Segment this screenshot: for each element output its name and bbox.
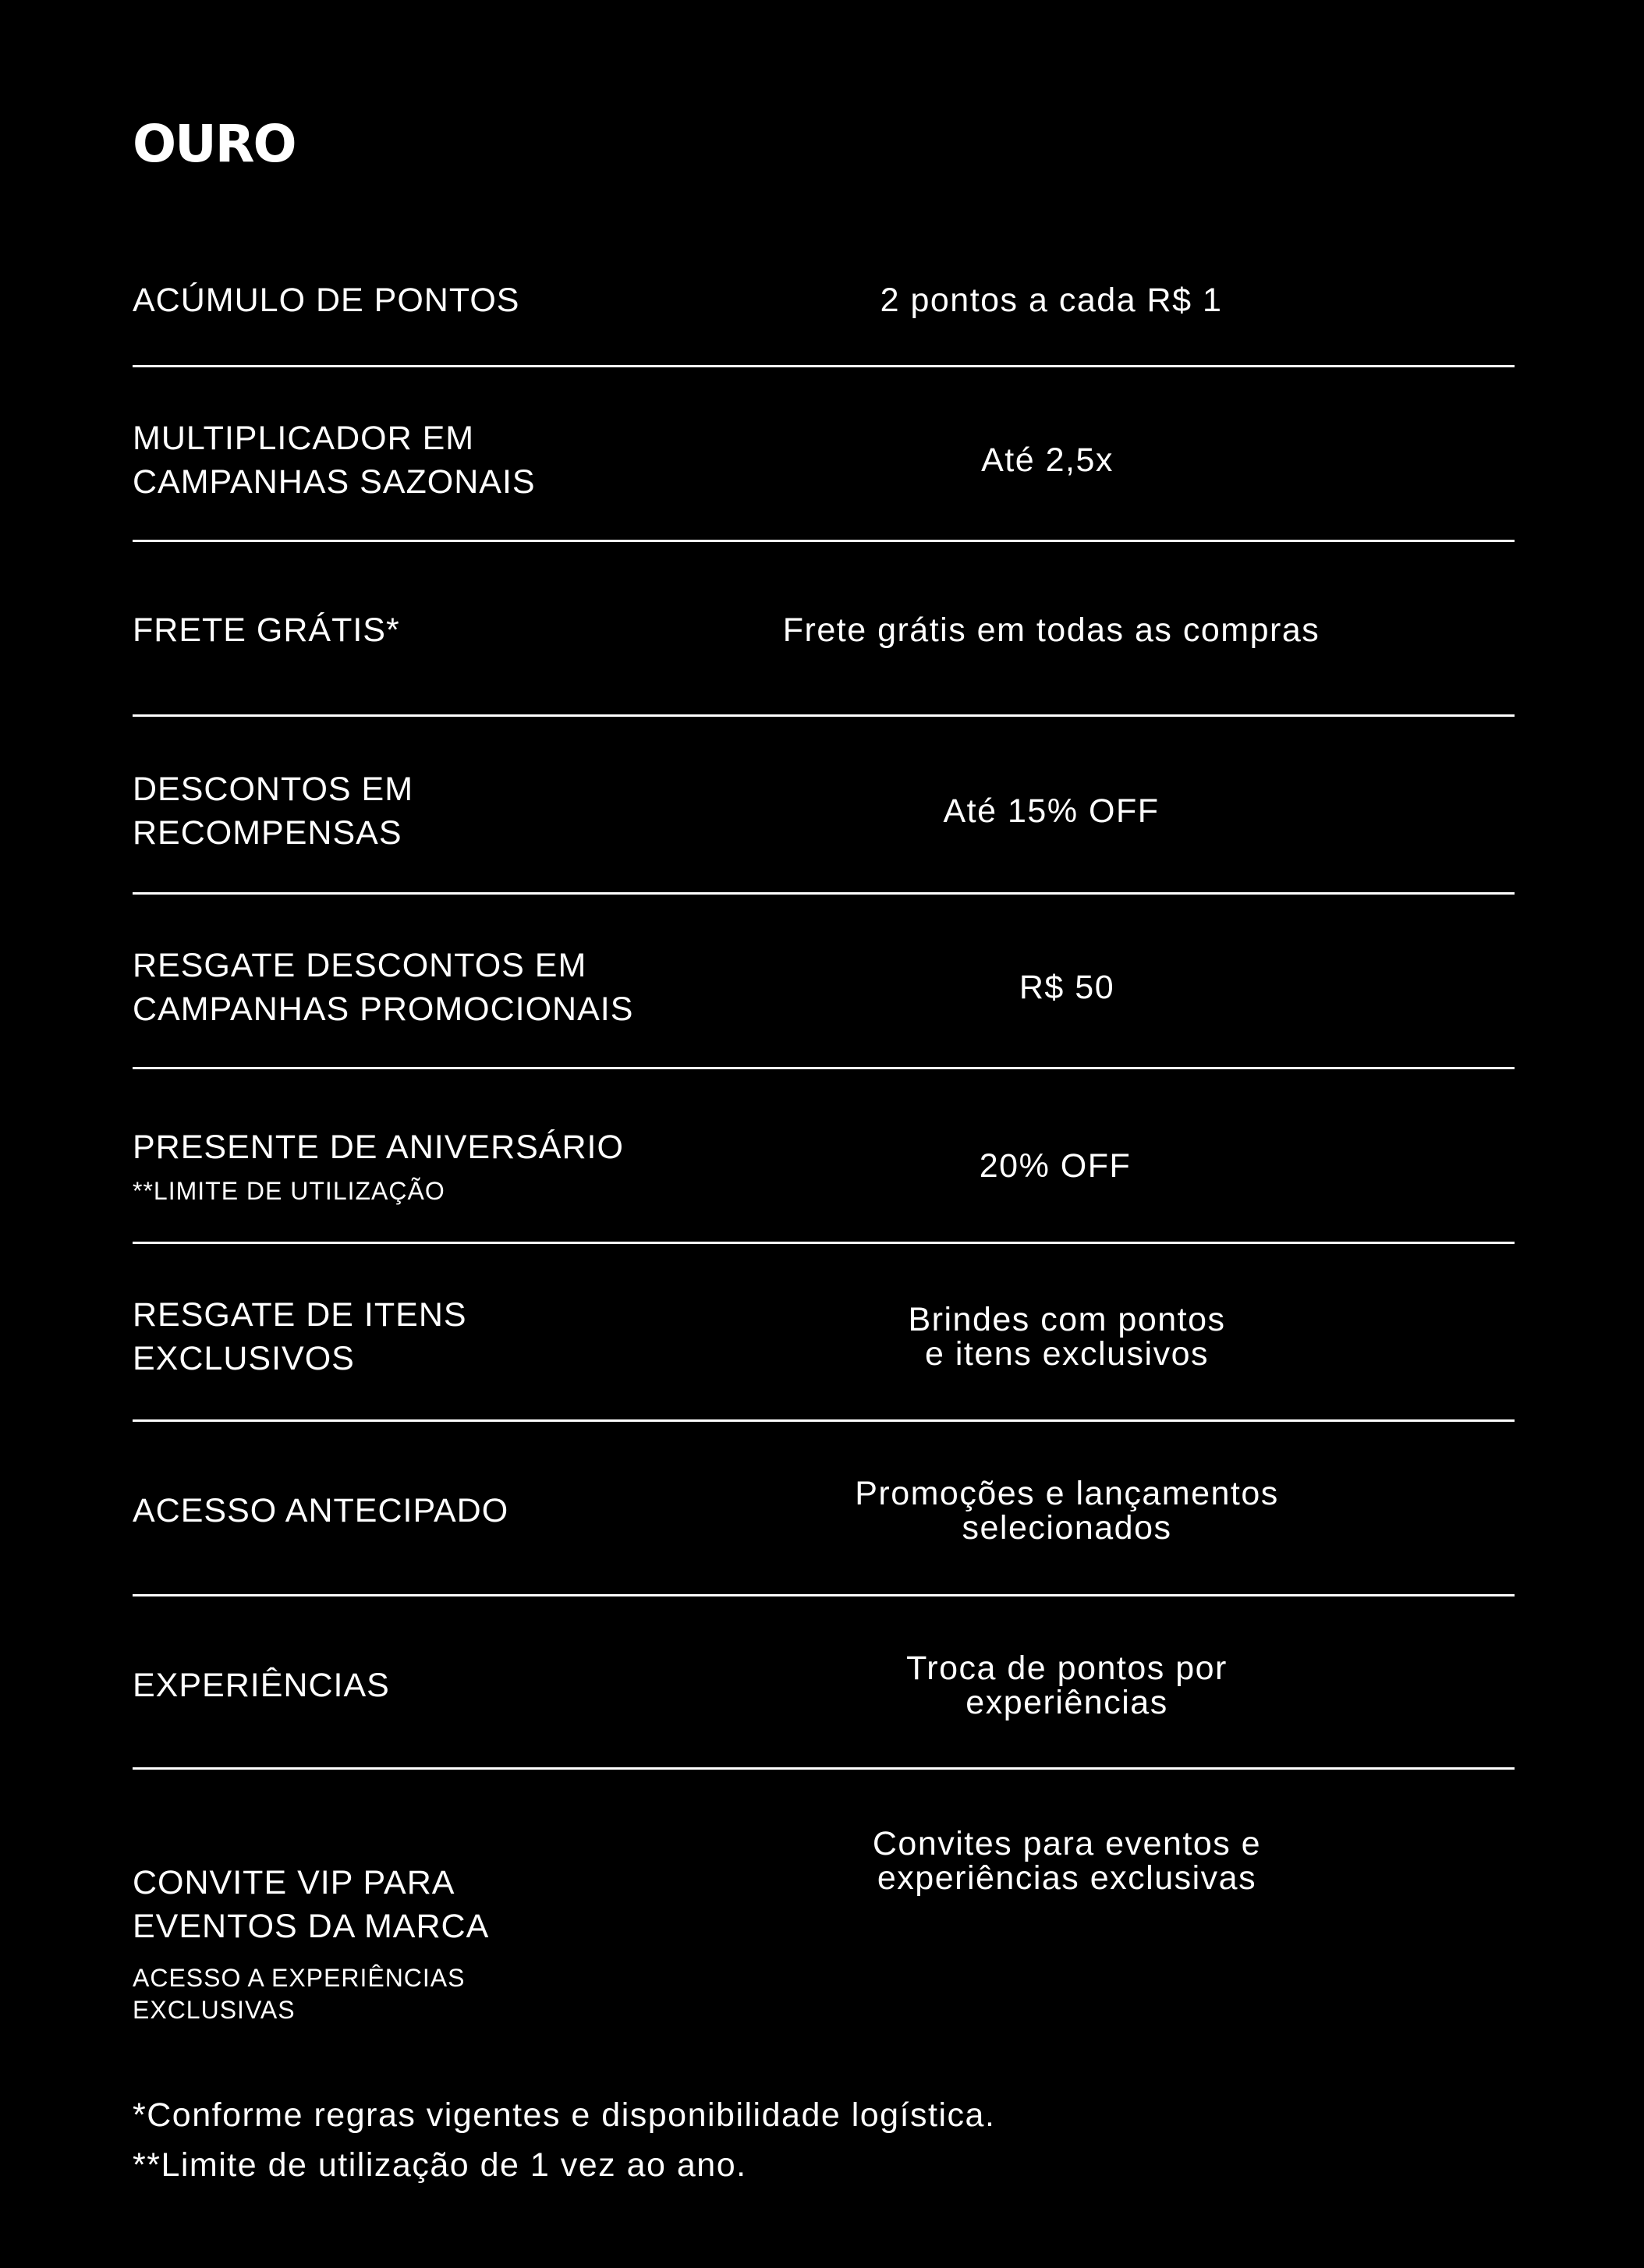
benefit-row-points bbox=[133, 269, 1515, 331]
row-divider bbox=[133, 540, 1515, 542]
benefit-row-early-access bbox=[133, 1476, 1515, 1546]
footnote-shipping: *Conforme regras vigentes e disponibilidade logística. bbox=[133, 2096, 996, 2134]
benefit-label: RESGATE DESCONTOS EM CAMPANHAS PROMOCIONAIS bbox=[133, 947, 634, 1028]
benefit-value: Frete grátis em todas as compras bbox=[782, 611, 1320, 649]
benefit-value: Até 15% OFF bbox=[943, 792, 1160, 830]
row-divider bbox=[133, 1767, 1515, 1770]
benefit-value: Promoções e lançamentos selecionados bbox=[855, 1475, 1279, 1547]
row-divider bbox=[133, 892, 1515, 895]
benefit-note: **LIMITE DE UTILIZAÇÃO bbox=[133, 1176, 445, 1205]
benefit-row-rewards-discount bbox=[133, 764, 1515, 858]
benefit-label: PRESENTE DE ANIVERSÁRIO bbox=[133, 1128, 624, 1166]
benefit-value: 20% OFF bbox=[979, 1147, 1132, 1185]
row-divider bbox=[133, 365, 1515, 367]
benefit-label: ACÚMULO DE PONTOS bbox=[133, 282, 520, 319]
footnote-limit: **Limite de utilização de 1 vez ao ano. bbox=[133, 2146, 747, 2184]
row-divider bbox=[133, 1594, 1515, 1596]
benefit-row-vip-invite bbox=[133, 1817, 1515, 2024]
row-divider bbox=[133, 1067, 1515, 1069]
benefit-label: RESGATE DE ITENS EXCLUSIVOS bbox=[133, 1296, 467, 1377]
benefit-row-promo-redeem bbox=[133, 941, 1515, 1034]
benefit-value: R$ 50 bbox=[1019, 969, 1115, 1006]
footnotes bbox=[133, 2090, 995, 2190]
row-divider bbox=[133, 714, 1515, 717]
benefit-note: ACESSO A EXPERIÊNCIAS EXCLUSIVAS bbox=[133, 1964, 466, 2024]
benefit-value: Até 2,5x bbox=[981, 441, 1114, 479]
benefit-label: MULTIPLICADOR EM CAMPANHAS SAZONAIS bbox=[133, 420, 536, 501]
benefit-label: DESCONTOS EM RECOMPENSAS bbox=[133, 771, 414, 852]
benefit-label: ACESSO ANTECIPADO bbox=[133, 1492, 509, 1529]
tier-title: OURO bbox=[133, 114, 296, 174]
benefit-value: Convites para eventos e experiências exclusivas bbox=[872, 1825, 1262, 1897]
benefit-row-exclusive-items bbox=[133, 1290, 1515, 1384]
row-divider bbox=[133, 1242, 1515, 1244]
benefit-label: FRETE GRÁTIS* bbox=[133, 611, 400, 649]
benefit-row-shipping bbox=[133, 599, 1515, 661]
benefit-value: Troca de pontos por experiências bbox=[906, 1650, 1228, 1721]
row-divider bbox=[133, 1419, 1515, 1422]
benefit-label: CONVITE VIP PARA EVENTOS DA MARCA bbox=[133, 1864, 490, 1945]
benefit-label: EXPERIÊNCIAS bbox=[133, 1667, 390, 1704]
benefit-value: 2 pontos a cada R$ 1 bbox=[880, 282, 1223, 319]
benefit-row-experiences bbox=[133, 1650, 1515, 1720]
benefit-value: Brindes com pontos e itens exclusivos bbox=[908, 1301, 1226, 1373]
benefit-row-multiplier bbox=[133, 413, 1515, 507]
benefit-row-birthday bbox=[133, 1115, 1515, 1217]
